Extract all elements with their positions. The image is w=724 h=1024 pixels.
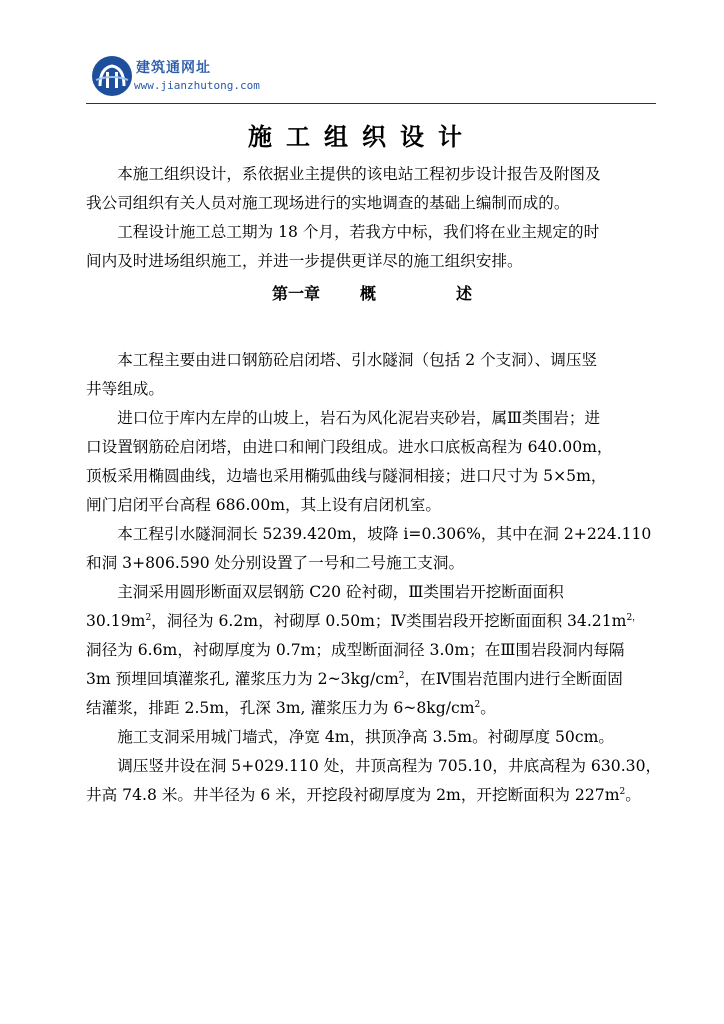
text-line: 我公司组织有关人员对施工现场进行的实地调查的基础上编制而成的。	[86, 194, 570, 212]
text-fragment: 。	[480, 699, 496, 717]
text-line: 井等组成。	[86, 380, 164, 398]
intro-paragraph-2	[86, 218, 658, 276]
paragraph-5	[86, 723, 658, 752]
text-line	[86, 694, 658, 723]
text-line: 工程设计施工总工期为 18 个月，若我方中标，我们将在业主规定的时	[117, 223, 600, 241]
page-header	[86, 50, 656, 102]
text-line	[86, 607, 658, 636]
brand-url: www.jianzhutong.com	[134, 79, 260, 92]
text-line: 本施工组织设计，系依据业主提供的该电站工程初步设计报告及附图及	[117, 165, 601, 183]
text-line: 顶板采用椭圆曲线，边墙也采用椭弧曲线与隧洞相接；进口尺寸为 5×5m，	[86, 467, 607, 485]
chapter-number: 第一章	[271, 284, 320, 303]
text-line	[86, 781, 658, 810]
text-fragment: 井高 74.8 米。井半径为 6 米，开挖段衬砌厚度为 2m，开挖断面积为 227m	[86, 786, 620, 804]
text-fragment: ，在Ⅳ围岩范围内进行全断面固	[404, 670, 623, 688]
text-fragment: 3m 预埋回填灌浆孔, 灌浆压力为 2~3kg/cm	[86, 670, 399, 688]
chapter-title-part: 概	[359, 284, 376, 303]
text-line: 进口位于库内左岸的山坡上，岩石为风化泥岩夹砂岩，属Ⅲ类围岩；进	[117, 409, 601, 427]
brand-name: 建筑通网址	[136, 60, 211, 76]
paragraph-3	[86, 520, 658, 578]
chapter-heading	[86, 280, 658, 308]
logo-icon	[90, 54, 134, 98]
text-line	[86, 665, 658, 694]
paragraph-6	[86, 752, 662, 810]
document-title: 施工组织设计	[248, 122, 476, 151]
text-fragment: ，洞径为 6.2m，衬砌厚 0.50m；Ⅳ类围岩段开挖断面面积 34.21m	[151, 612, 627, 630]
text-line: 和洞 3+806.590 处分别设置了一号和二号施工支洞。	[86, 554, 465, 572]
text-line: 调压竖井设在洞 5+029.110 处，井顶高程为 705.10，井底高程为 630.30，	[117, 757, 662, 775]
header-divider	[86, 103, 656, 104]
text-fragment: 。	[625, 786, 641, 804]
document-body	[86, 160, 662, 810]
text-line: 间内及时进场组织施工，并进一步提供更详尽的施工组织安排。	[86, 252, 523, 270]
text-fragment: 结灌浆，排距 2.5m，孔深 3m, 灌浆压力为 6~8kg/cm	[86, 699, 475, 717]
paragraph-1	[86, 346, 658, 404]
superscript: 2	[398, 670, 405, 681]
text-line: 主洞采用圆形断面双层钢筋 C20 砼衬砌，Ⅲ类围岩开挖断面面积	[117, 583, 564, 601]
paragraph-2	[86, 404, 658, 520]
superscript: 2	[619, 786, 626, 797]
text-fragment: 30.19m	[86, 612, 146, 630]
text-line: 闸门启闭平台高程 686.00m，其上设有启闭机室。	[86, 496, 441, 514]
superscript: 2	[474, 699, 481, 710]
text-line: 口设置钢筋砼启闭塔，由进口和闸门段组成。进水口底板高程为 640.00m，	[86, 438, 613, 456]
text-line: 施工支洞采用城门墙式，净宽 4m，拱顶净高 3.5m。衬砌厚度 50cm。	[117, 728, 614, 746]
superscript: 2	[145, 612, 152, 623]
text-line: 洞径为 6.6m，衬砌厚度为 0.7m；成型断面洞径 3.0m；在Ⅲ围岩段洞内每隔	[86, 641, 625, 659]
superscript: 2，	[626, 612, 642, 623]
text-line: 本工程引水隧洞洞长 5239.420m，坡降 i=0.306%，其中在洞 2+224.110	[117, 525, 652, 543]
text-line: 本工程主要由进口钢筋砼启闭塔、引水隧洞（包括 2 个支洞）、调压竖	[117, 351, 598, 369]
paragraph-4	[86, 578, 658, 723]
intro-paragraph-1	[86, 160, 658, 218]
chapter-title-part: 述	[456, 284, 473, 303]
